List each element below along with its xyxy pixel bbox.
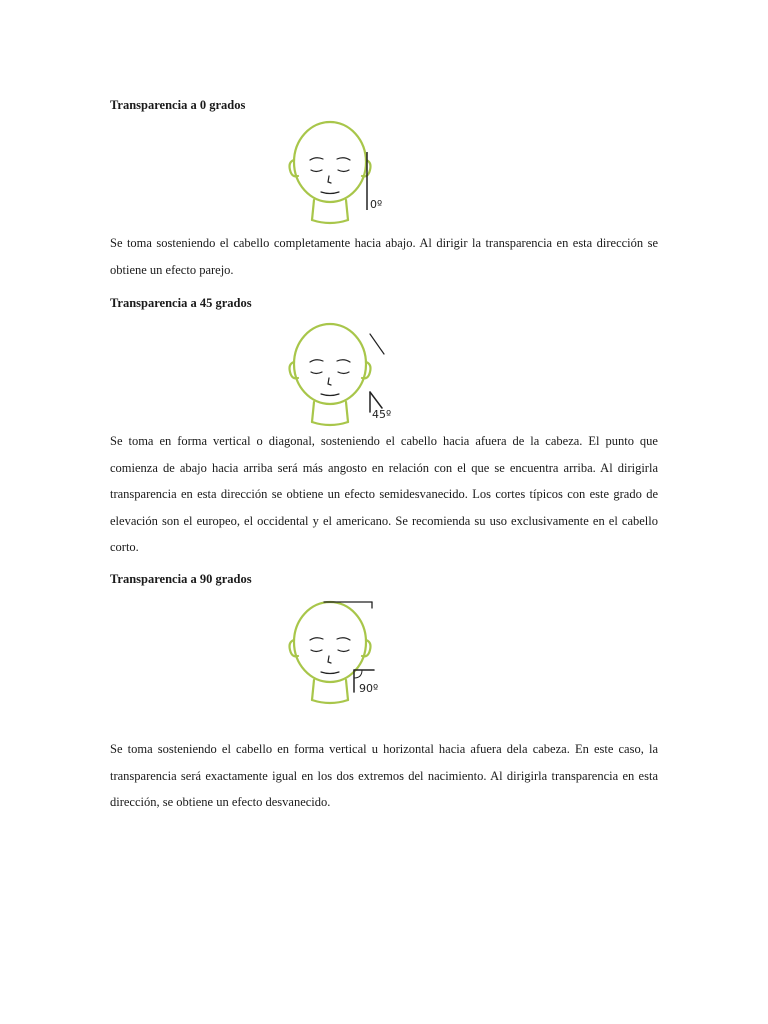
head-diagram-90-degrees bbox=[284, 596, 394, 706]
heading-45-degrees: Transparencia a 45 grados bbox=[110, 296, 252, 310]
angle-label-0: 0º bbox=[370, 198, 383, 211]
head-diagram-0-degrees bbox=[284, 116, 394, 226]
paragraph-90-degrees: Se toma sosteniendo el cabello en forma vertical u horizontal hacia afuera dela cabeza. En este caso, la transparencia será exactamente igual en los dos extremos del nacimiento. Al dirigirla transparencia en esta dirección, se obtiene un efecto desvanecido. bbox=[110, 742, 658, 809]
heading-0-degrees: Transparencia a 0 grados bbox=[110, 98, 246, 112]
head-diagram-45-degrees bbox=[284, 318, 394, 428]
heading-90-degrees: Transparencia a 90 grados bbox=[110, 572, 252, 586]
angle-label-90: 90º bbox=[359, 682, 379, 695]
paragraph-45-degrees: Se toma en forma vertical o diagonal, sosteniendo el cabello hacia afuera de la cabeza. El punto que comienza de abajo hacia arriba será más angosto en relación con el que se encuentra arriba. Al dirigirla transparencia en esta dirección se obtiene un efecto semidesvanecido. Los cortes típicos con este grado de elevación son el europeo, el occidental y el americano. Se recomienda su uso exclusivamente en el cabello corto. bbox=[110, 434, 658, 554]
angle-label-45: 45º bbox=[372, 408, 392, 421]
paragraph-0-degrees: Se toma sosteniendo el cabello completamente hacia abajo. Al dirigir la transparencia en esta dirección se obtiene un efecto parejo. bbox=[110, 236, 658, 277]
